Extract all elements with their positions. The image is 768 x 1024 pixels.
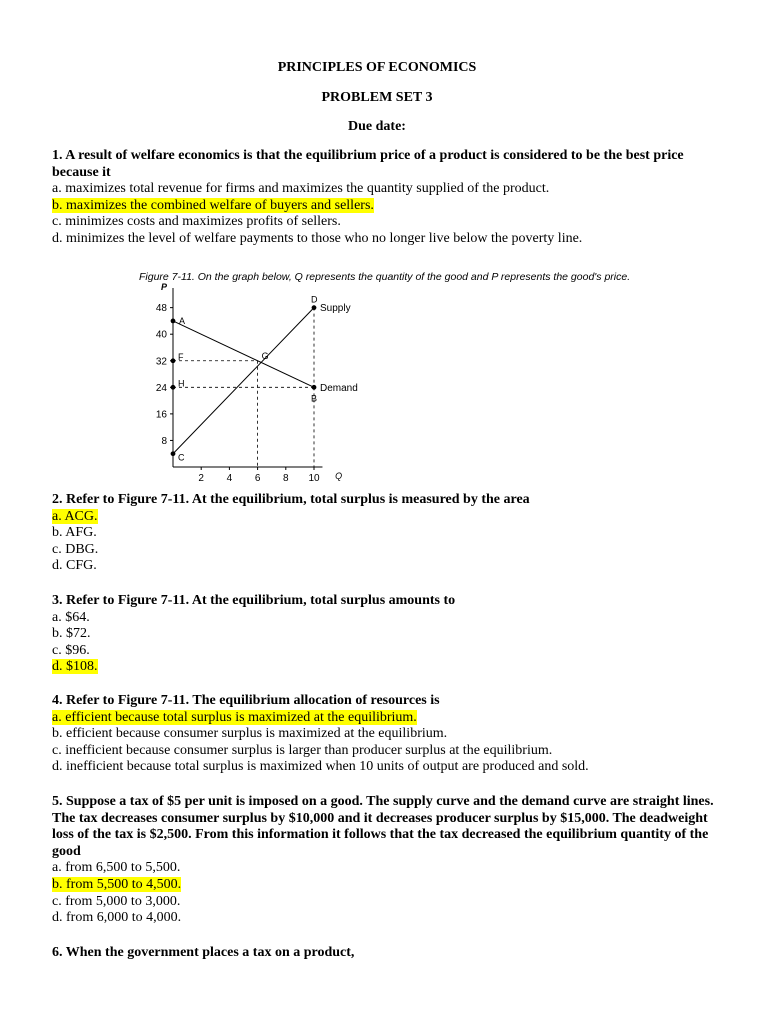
question-1-option-d: d. minimizes the level of welfare payments to those who no longer live below the poverty line. bbox=[52, 230, 583, 246]
y-tick-label-32: 32 bbox=[155, 356, 167, 368]
question-4-option-c: c. inefficient because consumer surplus is larger than producer surplus at the equilibrium. bbox=[52, 742, 553, 758]
question-1 bbox=[52, 148, 722, 248]
supply-label: Supply bbox=[320, 303, 351, 315]
question-3-option-b: b. $72. bbox=[52, 626, 91, 642]
question-1-option-a: a. maximizes total revenue for firms and maximizes the quantity supplied of the product. bbox=[52, 181, 550, 197]
point-a bbox=[171, 319, 176, 324]
point-c bbox=[171, 451, 176, 456]
point-b bbox=[312, 385, 317, 390]
point-f bbox=[171, 358, 176, 363]
question-5-option-d: d. from 6,000 to 4,000. bbox=[52, 910, 182, 926]
figure-caption: Figure 7-11. On the graph below, Q represents the quantity of the good and P represents the good's price. bbox=[139, 271, 631, 283]
question-3-option-c: c. $96. bbox=[52, 642, 90, 658]
x-tick-label-8: 8 bbox=[283, 473, 289, 484]
question-4-option-d: d. inefficient because total surplus is maximized when 10 units of output are produced and sold. bbox=[52, 759, 589, 775]
y-tick-label-16: 16 bbox=[155, 409, 167, 421]
question-2-option-d: d. CFG. bbox=[52, 558, 97, 574]
question-5-text: 5. Suppose a tax of $5 per unit is imposed on a good. The supply curve and the demand curve are straight lines. The tax decreases consumer surplus by $10,000 and it decreases producer surplus by $15,000. The deadweight loss of the tax is $2,500. From this information it follows that the tax decreased the equilibrium quantity of the good bbox=[52, 794, 714, 859]
question-4-option-b: b. efficient because consumer surplus is maximized at the equilibrium. bbox=[52, 726, 448, 742]
question-6 bbox=[52, 945, 722, 962]
question-2-option-b: b. AFG. bbox=[52, 525, 97, 541]
point-label-d: D bbox=[311, 294, 318, 305]
y-tick-label-40: 40 bbox=[155, 329, 167, 341]
demand-curve bbox=[173, 321, 314, 387]
x-tick-label-2: 2 bbox=[198, 473, 204, 484]
question-4-option-a: a. efficient because total surplus is maximized at the equilibrium. bbox=[52, 709, 417, 725]
supply-curve bbox=[173, 308, 314, 454]
course-title: PRINCIPLES OF ECONOMICS bbox=[277, 60, 477, 75]
question-3-option-d: d. $108. bbox=[52, 659, 98, 675]
x-tick-label-10: 10 bbox=[308, 473, 320, 484]
x-tick-label-6: 6 bbox=[254, 473, 261, 484]
point-label-c: C bbox=[178, 452, 185, 463]
question-4-text: 4. Refer to Figure 7-11. The equilibrium allocation of resources is bbox=[52, 693, 440, 708]
question-2 bbox=[52, 492, 722, 575]
question-6-text: 6. When the government places a tax on a product, bbox=[52, 945, 355, 960]
question-5-option-c: c. from 5,000 to 3,000. bbox=[52, 893, 181, 909]
point-label-h: H bbox=[178, 378, 185, 389]
y-axis-label: P bbox=[161, 282, 168, 292]
question-4 bbox=[52, 693, 722, 776]
point-label-b: B bbox=[311, 393, 318, 404]
question-2-text: 2. Refer to Figure 7-11. At the equilibrium, total surplus is measured by the area bbox=[52, 492, 530, 507]
y-tick-label-48: 48 bbox=[155, 303, 167, 315]
question-1-option-c: c. minimizes costs and maximizes profits of sellers. bbox=[52, 214, 341, 230]
question-3 bbox=[52, 593, 722, 676]
figure-7-11 bbox=[137, 266, 637, 492]
question-5 bbox=[52, 794, 722, 927]
x-axis-label: Q bbox=[335, 471, 343, 481]
point-label-f: F bbox=[178, 351, 184, 362]
question-3-option-a: a. $64. bbox=[52, 609, 90, 625]
point-h bbox=[171, 385, 176, 390]
due-date: Due date: bbox=[348, 119, 406, 134]
question-2-option-c: c. DBG. bbox=[52, 541, 99, 557]
point-label-a: A bbox=[179, 315, 186, 326]
question-3-text: 3. Refer to Figure 7-11. At the equilibrium, total surplus amounts to bbox=[52, 593, 456, 608]
question-2-option-a: a. ACG. bbox=[52, 508, 98, 524]
y-tick-label-24: 24 bbox=[155, 382, 167, 394]
question-5-option-b: b. from 5,500 to 4,500. bbox=[52, 876, 182, 892]
x-tick-label-4: 4 bbox=[226, 473, 233, 484]
point-d bbox=[312, 305, 317, 310]
question-1-text: 1. A result of welfare economics is that the equilibrium price of a product is considered to be the best price because it bbox=[52, 148, 684, 180]
demand-label: Demand bbox=[320, 382, 358, 394]
question-5-option-a: a. from 6,500 to 5,500. bbox=[52, 860, 181, 876]
y-tick-label-8: 8 bbox=[161, 435, 167, 447]
problem-set-title: PROBLEM SET 3 bbox=[321, 90, 433, 105]
supply-demand-graph bbox=[137, 266, 637, 492]
point-label-g: G bbox=[261, 350, 269, 361]
question-1-option-b: b. maximizes the combined welfare of buyers and sellers. bbox=[52, 197, 374, 213]
